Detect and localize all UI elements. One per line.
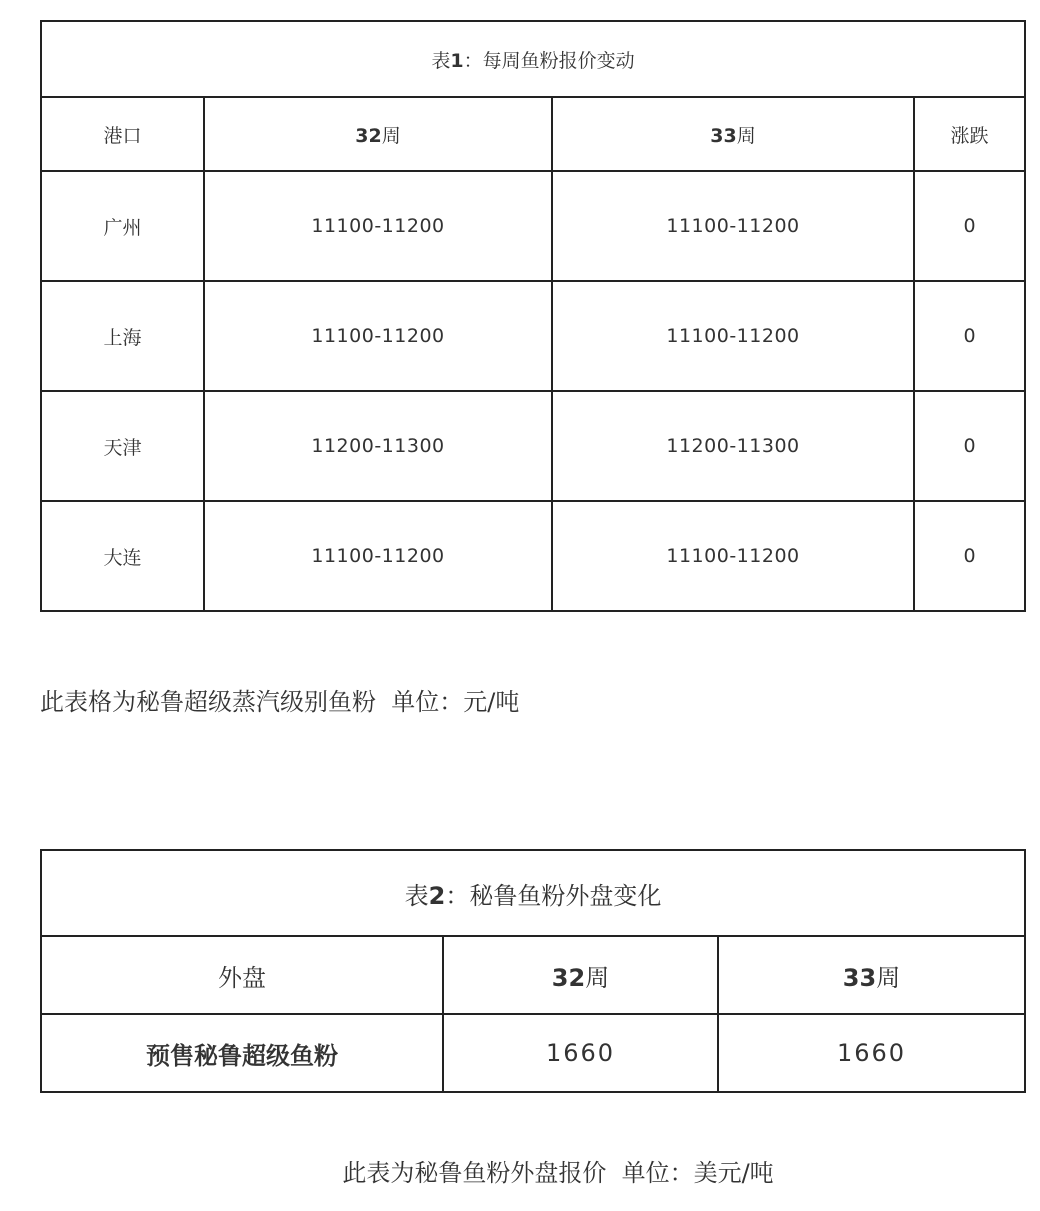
change-cell: 0	[914, 281, 1025, 391]
table-row	[41, 391, 1025, 501]
week33-price-cell: 11200-11300	[552, 391, 914, 501]
product-label-cell: 预售秘鲁超级鱼粉	[41, 1014, 443, 1092]
table-row	[41, 171, 1025, 281]
table-row	[41, 1014, 1025, 1092]
week32-offer-cell: 1660	[443, 1014, 718, 1092]
table1-unit-note: 此表格为秘鲁超级蒸汽级别鱼粉 单位：元/吨	[40, 688, 520, 716]
table2-unit-note: 此表为秘鲁鱼粉外盘报价 单位：美元/吨	[342, 1159, 774, 1187]
table1-header-change: 涨跌	[914, 97, 1025, 171]
port-cell: 广州	[41, 171, 204, 281]
table1-header-week33: 33周	[552, 97, 914, 171]
week33-price-cell: 11100-11200	[552, 281, 914, 391]
change-cell: 0	[914, 171, 1025, 281]
table1-caption: 表1：每周鱼粉报价变动	[41, 21, 1025, 97]
table1-header-week32: 32周	[204, 97, 552, 171]
change-cell: 0	[914, 391, 1025, 501]
week32-price-cell: 11100-11200	[204, 171, 552, 281]
week32-price-cell: 11100-11200	[204, 501, 552, 611]
week33-offer-cell: 1660	[718, 1014, 1025, 1092]
port-cell: 大连	[41, 501, 204, 611]
table2-header-week32: 32周	[443, 936, 718, 1014]
port-cell: 天津	[41, 391, 204, 501]
port-cell: 上海	[41, 281, 204, 391]
week33-price-cell: 11100-11200	[552, 501, 914, 611]
table-row	[41, 281, 1025, 391]
peru-fishmeal-offer-table	[40, 849, 1026, 1093]
table2-caption: 表2：秘鲁鱼粉外盘变化	[41, 850, 1025, 936]
week32-price-cell: 11200-11300	[204, 391, 552, 501]
table2-header-label: 外盘	[41, 936, 443, 1014]
table-row	[41, 501, 1025, 611]
table1-header-port: 港口	[41, 97, 204, 171]
change-cell: 0	[914, 501, 1025, 611]
weekly-fishmeal-price-table	[40, 20, 1026, 612]
table2-header-week33: 33周	[718, 936, 1025, 1014]
week33-price-cell: 11100-11200	[552, 171, 914, 281]
week32-price-cell: 11100-11200	[204, 281, 552, 391]
